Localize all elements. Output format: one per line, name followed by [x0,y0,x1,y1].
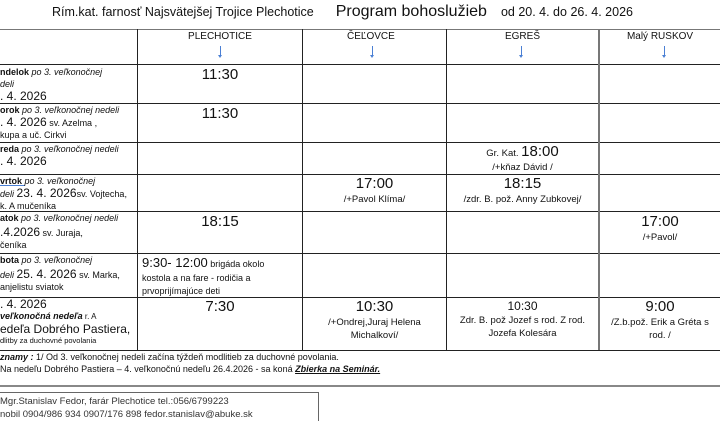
rite-label: Gr. Kat. [486,148,522,159]
mass-entry [600,298,720,342]
day-name: vrtok [0,176,25,186]
divider [0,385,720,387]
mass-time: 11:30 [201,66,239,83]
day-name: reda [0,144,20,154]
day-date: 25. 4. 2026 [16,267,77,281]
day-saint: čeníka [0,240,27,250]
date-range: od 20. 4. do 26. 4. 2026 [500,5,633,19]
announcement: 1/ Od 3. veľkonočnej nedeli začína týždeň modlitieb za duchovné povolania. [33,352,339,362]
mass-time: 18:00 [521,143,559,160]
mass-time: 18:15 [201,213,239,230]
mass-intention: Zdr. B. pož Jozef s rod. Z rod. Jozefa Kolesára [459,315,586,339]
day-saint: anjelistu sviatok [0,282,64,292]
day-name: atok [0,213,19,223]
announcements-label: znamy : [0,352,34,362]
day-sub: po 3. veľkonočnej [19,255,93,265]
day-date: . 4. 2026 [0,154,47,167]
mass-time: 17:00 [355,175,394,192]
day-saint: k. A mučeníka [0,201,57,211]
day-sub: po 3. veľkonočnej nedeli [19,105,120,115]
event-note: prvoprijímajúce deti [142,286,221,296]
arrow-down-icon [664,46,665,56]
mass-entry [447,298,598,340]
event-note: brigáda okolo [207,259,265,269]
day-tuesday [0,104,136,141]
collection-note: Zbierka na Seminár. [295,364,381,374]
day-sub: po 3. veľkonočnej [24,176,96,186]
day-name: veľkonočná nedeľa [0,311,83,321]
day-feast: edeľa Dobrého Pastiera, [0,322,131,336]
parish-name: Rím.kat. farnosť Najsvätejšej Trojice Plechotice [52,5,314,19]
day-saturday [0,254,136,293]
day-name: orok [0,105,20,115]
divider [0,64,720,65]
day-sub: deli [0,270,17,280]
day-date: 23. 4. 2026 [16,186,77,200]
column-header-plechotice: PLECHOTICE [188,31,252,42]
pastor-contact: Mgr.Stanislav Fedor, farár Plechotice tel.:056/6799223 [0,396,229,407]
arrow-down-icon [220,46,221,56]
event-note: kostola a na fare - rodičia a [142,273,251,283]
event-time: 9:30- 12:00 [142,255,208,270]
day-thursday [0,175,136,212]
column-header-maly-ruskov: Malý RUSKOV [626,31,694,42]
day-sunday [0,298,136,347]
divider [0,29,720,30]
mass-entry [142,254,302,298]
day-friday [0,212,136,251]
column-header-egres: EGREŠ [504,31,540,42]
contact-box [0,392,319,421]
day-sub: r. A [82,312,97,321]
day-date: . 4. 2026 [0,115,47,129]
column-header-celovce: ČEĽOVCE [347,31,395,42]
mass-entry [447,175,598,206]
day-wednesday [0,143,136,167]
mass-entry [600,213,720,244]
mass-time: 11:30 [201,105,239,122]
mass-intention: /+Ondrej,Juraj Helena Michalkoví/ [328,317,421,341]
day-saint: sv. Juraja, [40,228,83,238]
mass-intention: /+Pavol/ [642,232,678,243]
mass-time: 10:30 [507,299,538,313]
day-sub: po 3. veľkonočnej [29,67,103,77]
mass-time: 18:15 [503,175,542,192]
phone-email: nobil 0904/986 934 0907/176 898 fedor.stanislav@abuke.sk [0,409,253,420]
day-date: . 4. 2026 [0,298,47,311]
mass-time: 17:00 [641,213,679,230]
program-title: Program bohoslužieb [335,3,487,20]
day-date: . 4. 2026 [0,89,47,102]
day-monday [0,66,136,102]
mass-entry [303,298,446,342]
day-sub: deli [0,79,15,89]
mass-time: 9:00 [645,298,675,315]
mass-intention: /zdr. B. pož. Anny Zubkovej/ [463,194,582,205]
announcements [0,351,380,375]
document-title [52,3,633,21]
mass-time: 10:30 [355,298,394,315]
mass-intention: /+Pavol Klíma/ [343,194,406,205]
mass-entry [303,175,446,206]
day-name: bota [0,255,19,265]
day-sub: po 3. veľkonočnej nedeli [19,144,119,154]
mass-time: 7:30 [205,298,235,315]
day-name: ndelok [0,67,30,77]
mass-intention: /Z.b.pož. Erik a Gréta s rod. / [611,317,709,341]
day-saint: kupa a uč. Cirkvi [0,130,67,140]
day-saint: sv. Azelma , [46,118,98,128]
arrow-down-icon [372,46,373,56]
mass-entry [447,143,598,174]
day-sub: po 3. veľkonočnej nedeli [18,213,119,223]
mass-intention: /+kňaz Dávid / [492,162,553,173]
day-note: dlitby za duchovné povolania [0,336,97,345]
arrow-down-icon [521,46,522,56]
announcement: Na nedeľu Dobrého Pastiera – 4. veľkonočnú nedeľu 26.4.2026 - sa koná [0,364,296,374]
day-sub: deli [0,189,17,199]
day-saint: sv. Marka, [76,270,120,280]
day-saint: sv. Vojtecha, [76,189,127,199]
day-date: .4.2026 [0,225,41,239]
